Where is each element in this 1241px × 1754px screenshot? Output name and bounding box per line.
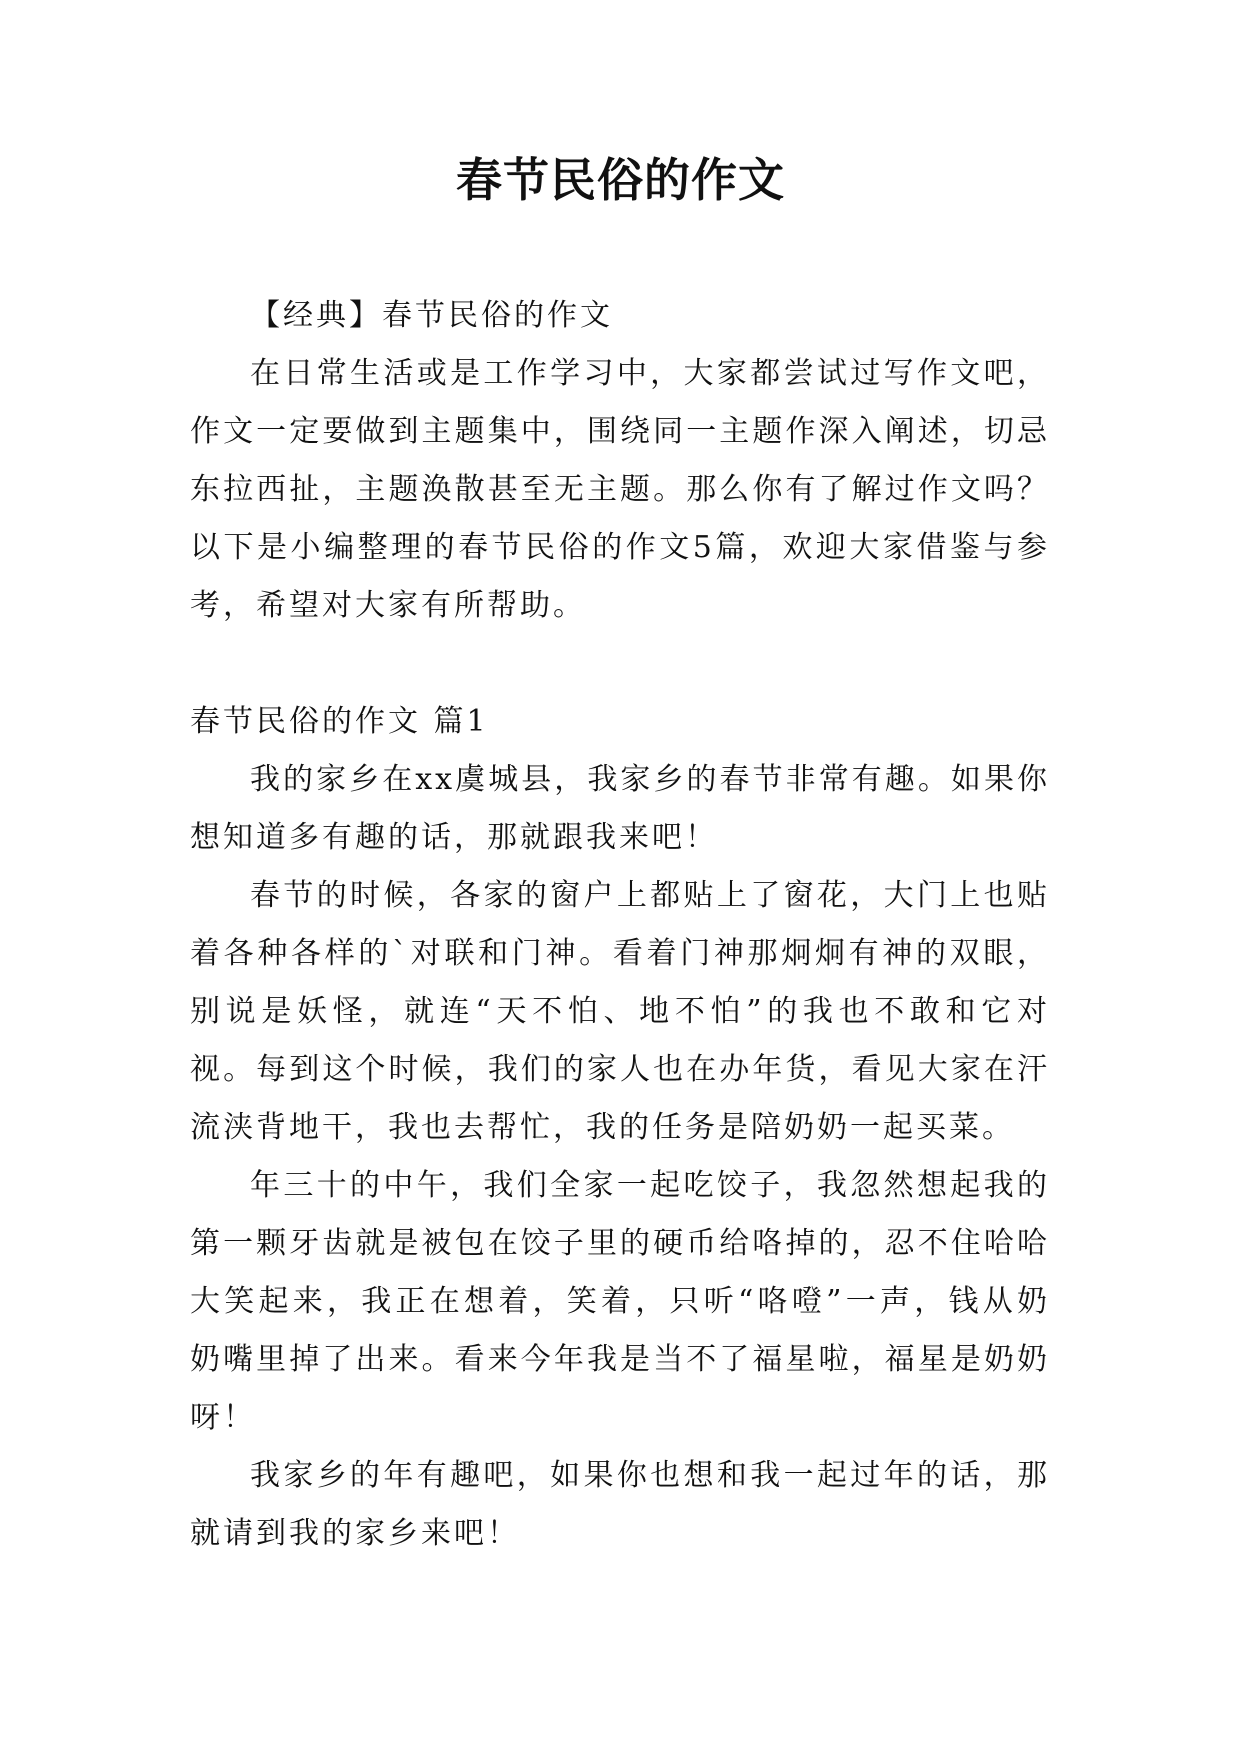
body-paragraph-1: 我的家乡在xx虞城县，我家乡的春节非常有趣。如果你想知道多有趣的话，那就跟我来吧！ (190, 762, 1050, 855)
document-title: 春节民俗的作文 (456, 153, 785, 207)
section-heading: 春节民俗的作文 篇1 (190, 704, 489, 739)
document-body (190, 287, 1050, 1563)
intro-paragraph: 在日常生活或是工作学习中，大家都尝试过写作文吧，作文一定要做到主题集中，围绕同一主题作深入阐述，切忌东拉西扯，主题涣散甚至无主题。那么你有了解过作文吗？以下是小编整理的春节民俗的作文5篇，欢迎大家借鉴与参考，希望对大家有所帮助。 (190, 356, 1050, 623)
body-paragraph-2: 春节的时候，各家的窗户上都贴上了窗花，大门上也贴着各种各样的`对联和门神。看着门神那炯炯有神的双眼，别说是妖怪，就连“天不怕、地不怕”的我也不敢和它对视。每到这个时候，我们的家人也在办年货，看见大家在汗流浃背地干，我也去帮忙，我的任务是陪奶奶一起买菜。 (190, 878, 1050, 1145)
body-paragraph-4: 我家乡的年有趣吧，如果你也想和我一起过年的话，那就请到我的家乡来吧！ (190, 1458, 1050, 1551)
intro-subtitle: 【经典】春节民俗的作文 (250, 298, 613, 333)
section-spacer (190, 635, 1050, 693)
body-paragraph-3: 年三十的中午，我们全家一起吃饺子，我忽然想起我的第一颗牙齿就是被包在饺子里的硬币给咯掉的，忍不住哈哈大笑起来，我正在想着，笑着，只听“咯噔”一声，钱从奶奶嘴里掉了出来。看来今年我是当不了福星啦，福星是奶奶呀！ (190, 1168, 1050, 1435)
